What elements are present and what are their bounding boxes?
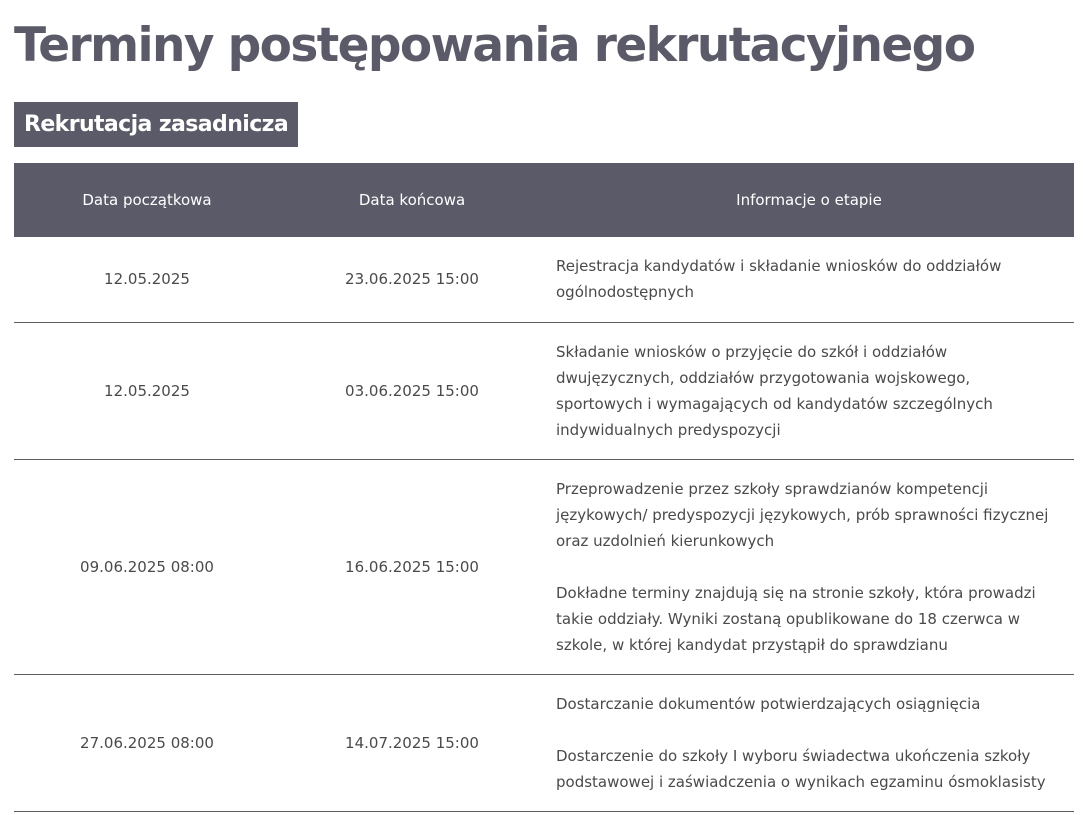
stage-info-text: Przeprowadzenie przez szkoły sprawdzianów kompetencji językowych/ predyspozycji językowych, prób sprawności fizycznej oraz uzdolnień kierunkowych <box>556 479 1049 550</box>
header-end-date: Data końcowa <box>280 163 544 237</box>
start-date-cell: 12.05.2025 <box>14 237 280 322</box>
stage-info-text: Składanie wniosków o przyjęcie do szkół i oddziałów dwujęzycznych, oddziałów przygotowania wojskowego, sportowych i wymagających od kandydatów szczególnych indywidualnych predyspozycji <box>556 342 993 439</box>
page-title: Terminy postępowania rekrutacyjnego <box>14 18 975 73</box>
table-row <box>14 459 1074 674</box>
end-date-cell: 16.06.2025 15:00 <box>280 459 544 674</box>
schedule-table <box>14 163 1074 812</box>
end-date-cell: 23.06.2025 15:00 <box>280 237 544 322</box>
stage-info-cell <box>544 322 1074 459</box>
stage-info-note: Dostarczenie do szkoły I wyboru świadectwa ukończenia szkoły podstawowej i zaświadczenia o wynikach egzaminu ósmoklasisty <box>556 746 1046 791</box>
section-label: Rekrutacja zasadnicza <box>14 102 298 147</box>
stage-info-text: Dostarczanie dokumentów potwierdzających osiągnięcia <box>556 694 981 713</box>
table-body <box>14 237 1074 811</box>
stage-info-cell <box>544 674 1074 811</box>
end-date-cell: 03.06.2025 15:00 <box>280 322 544 459</box>
start-date-cell: 27.06.2025 08:00 <box>14 674 280 811</box>
start-date-cell: 09.06.2025 08:00 <box>14 459 280 674</box>
end-date-cell: 14.07.2025 15:00 <box>280 674 544 811</box>
table-row <box>14 674 1074 811</box>
start-date-cell: 12.05.2025 <box>14 322 280 459</box>
table-row <box>14 237 1074 322</box>
table-header-row <box>14 163 1074 237</box>
stage-info-note: Dokładne terminy znajdują się na stronie szkoły, która prowadzi takie oddziały. Wyniki zostaną opublikowane do 18 czerwca w szkole, w której kandydat przystąpił do sprawdzianu <box>556 583 1036 654</box>
table-row <box>14 322 1074 459</box>
header-stage-info: Informacje o etapie <box>544 163 1074 237</box>
stage-info-cell <box>544 459 1074 674</box>
stage-info-cell <box>544 237 1074 322</box>
table-header <box>14 163 1074 237</box>
header-start-date: Data początkowa <box>14 163 280 237</box>
stage-info-text: Rejestracja kandydatów i składanie wniosków do oddziałów ogólnodostępnych <box>556 257 1002 302</box>
